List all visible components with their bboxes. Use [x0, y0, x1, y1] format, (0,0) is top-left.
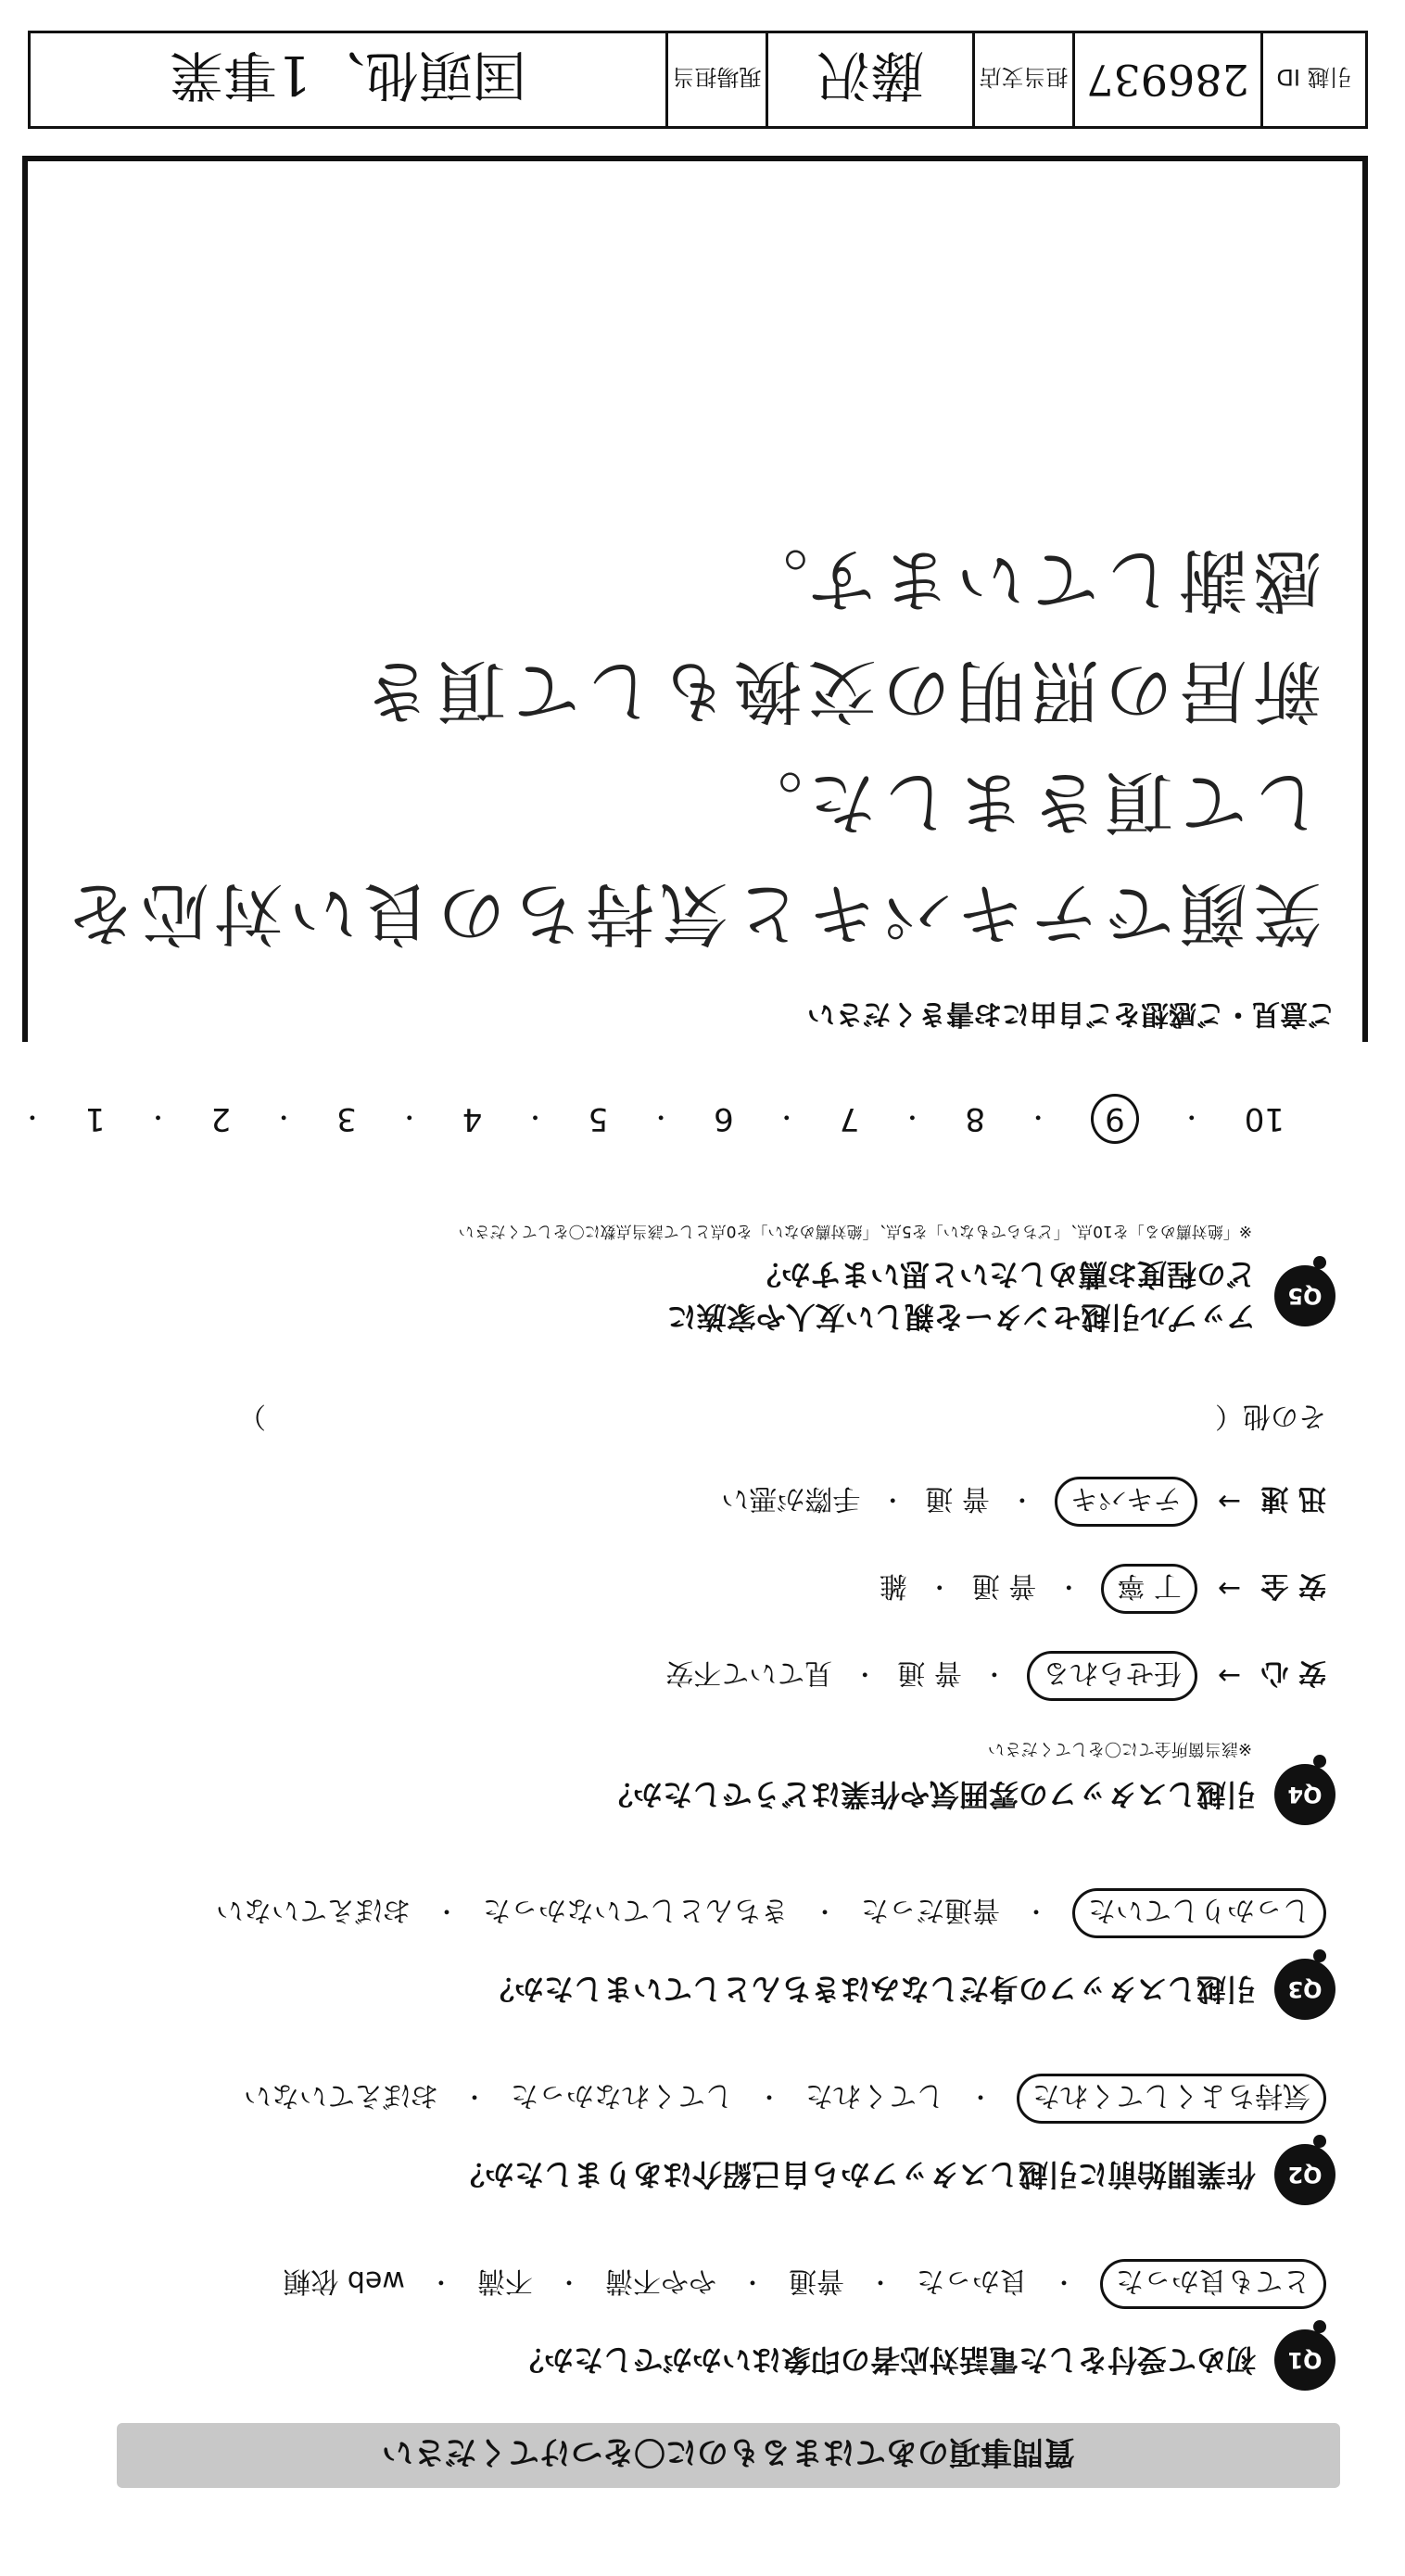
- q4-other-close: ）: [238, 1400, 266, 1432]
- branch-value: 藤沢: [766, 33, 972, 126]
- score-option[interactable]: 3: [336, 1100, 357, 1137]
- id-value: 286937: [1072, 33, 1260, 126]
- q4-choice[interactable]: 普 通: [925, 1482, 990, 1515]
- q3-choices: しっかりしていた ・ 普通だった ・ きちんとしていなかった ・ おぼえていない: [57, 1888, 1326, 1938]
- q2-choices: 気持ちよくしてくれた ・ してくれた ・ してくれなかった ・ おぼえていない: [57, 2074, 1326, 2124]
- q5-badge: Q5: [1274, 1265, 1335, 1326]
- header-table: [28, 31, 1368, 129]
- q3-badge: Q3: [1274, 1959, 1335, 2020]
- q1-badge: Q1: [1274, 2329, 1335, 2391]
- q1-choice[interactable]: 不満: [476, 2265, 533, 2297]
- score-option[interactable]: 6: [714, 1100, 734, 1137]
- q4-badge: Q4: [1274, 1764, 1335, 1825]
- q1-choice-selected[interactable]: とても良かった: [1100, 2259, 1326, 2309]
- q4-row-anzen: 安 全 → 丁 寧 ・ 普 通 ・ 雑: [57, 1564, 1326, 1614]
- score-option[interactable]: 8: [965, 1100, 986, 1137]
- q1-choice[interactable]: やや不満: [604, 2265, 716, 2297]
- question-5: [57, 1222, 1335, 1339]
- score-option-selected[interactable]: 9: [1091, 1094, 1139, 1144]
- q2-choice-selected[interactable]: 気持ちよくしてくれた: [1017, 2074, 1326, 2124]
- comment-line: 笑顔でテキパキと気持ちの良い対応を: [61, 873, 1322, 953]
- q1-choice[interactable]: 普通: [788, 2265, 844, 2297]
- q2-badge: Q2: [1274, 2144, 1335, 2205]
- score-option[interactable]: 10: [1244, 1100, 1285, 1137]
- q4-choice[interactable]: 手際が悪い: [721, 1482, 861, 1515]
- q5-text-line2: どの程度お薦めしたいと思いますか？: [751, 1256, 1256, 1292]
- q4-other-label: その他（: [1215, 1400, 1326, 1432]
- score-option[interactable]: 2: [210, 1100, 232, 1137]
- q1-text: 初めて受付をした電話対応者の印象はいかがでしたか？: [513, 2342, 1256, 2379]
- q4-row-anshin: 安 心 → 任せられる ・ 普 通 ・ 見ていて不安: [57, 1651, 1326, 1701]
- comment-title: ご意見・ご感想をご自由にお書きください: [807, 997, 1335, 1030]
- q4-choice[interactable]: 雑: [879, 1569, 907, 1602]
- q2-text: 作業開始前に引越しスタッフから自己紹介はありましたか？: [454, 2157, 1256, 2193]
- branch-label: 担当支店: [972, 33, 1072, 126]
- id-label: 引越 ID: [1260, 33, 1365, 126]
- question-2: [57, 2074, 1335, 2205]
- q5-text-line1: アップル引越センターを親しい友人や家族に: [666, 1300, 1256, 1335]
- q4-row-label: 安 心: [1260, 1656, 1326, 1689]
- comment-line: 新居の照明の交換もして頂き: [358, 651, 1322, 730]
- score-option[interactable]: 5: [588, 1100, 609, 1137]
- q5-note: ※「絶対薦める」を10点、「どちらでもない」を5点、「絶対薦めない」を0点として該当点数に〇をしてください: [458, 1222, 1252, 1241]
- q3-choice[interactable]: 普通だった: [860, 1894, 1000, 1926]
- q3-choice-selected[interactable]: しっかりしていた: [1072, 1888, 1326, 1938]
- q4-choice-selected[interactable]: テキパキ: [1055, 1477, 1197, 1527]
- q3-choice[interactable]: おぼえていない: [215, 1894, 411, 1926]
- q4-choice-selected[interactable]: 丁 寧: [1101, 1564, 1197, 1614]
- q4-note: ※該当箇所全てに〇をしてください: [987, 1739, 1252, 1758]
- q3-text: 引越しスタッフの身だしなみはきちんとしていましたか？: [484, 1972, 1256, 2008]
- arrow-right-icon: →: [1217, 1485, 1241, 1518]
- q4-row-jinsoku: 迅 速 → テキパキ ・ 普 通 ・ 手際が悪い: [57, 1477, 1326, 1527]
- question-4: [57, 1399, 1335, 1825]
- q4-choice[interactable]: 普 通: [971, 1569, 1037, 1602]
- q4-choice-selected[interactable]: 任せられる: [1027, 1651, 1197, 1701]
- staff-label: 現場担当: [665, 33, 766, 126]
- staff-value: 国頭他、1事業: [170, 44, 526, 107]
- q1-choice[interactable]: 良かった: [916, 2265, 1028, 2297]
- q2-choice[interactable]: してくれなかった: [510, 2079, 733, 2112]
- q2-choice[interactable]: おぼえていない: [243, 2079, 438, 2112]
- score-option[interactable]: 4: [462, 1100, 483, 1137]
- q2-choice[interactable]: してくれた: [804, 2079, 944, 2112]
- question-3: [57, 1888, 1335, 2020]
- q4-row-label: 迅 速: [1260, 1482, 1326, 1515]
- score-option[interactable]: 1: [84, 1100, 106, 1137]
- q4-row-label: 安 全: [1260, 1569, 1326, 1602]
- q4-choice[interactable]: 普 通: [897, 1656, 962, 1689]
- q4-text: 引越しスタッフの雰囲気や作業はどうでしたか？: [602, 1777, 1256, 1813]
- score-option[interactable]: 7: [839, 1100, 860, 1137]
- q5-scale: 10 ・ 9 ・ 8 ・ 7 ・ 6 ・ 5 ・ 4 ・ 3 ・ 2 ・ 1 ・: [0, 1094, 1285, 1144]
- comment-line: 感謝しています。: [733, 539, 1322, 619]
- q4-choice[interactable]: 見ていて不安: [665, 1656, 833, 1689]
- comment-line: して頂きました。: [728, 762, 1322, 842]
- instruction-banner: 質問事項のあてはまるものに〇をつけてください: [117, 2423, 1340, 2488]
- q1-choice[interactable]: web 依頼: [283, 2265, 405, 2297]
- arrow-right-icon: →: [1217, 1659, 1241, 1693]
- q4-other: [57, 1399, 1326, 1440]
- q3-choice[interactable]: きちんとしていなかった: [482, 1894, 789, 1926]
- question-1: [57, 2259, 1335, 2391]
- arrow-right-icon: →: [1217, 1572, 1241, 1605]
- q1-choices: とても良かった ・ 良かった ・ 普通 ・ やや不満 ・ 不満 ・ web 依頼: [57, 2259, 1326, 2309]
